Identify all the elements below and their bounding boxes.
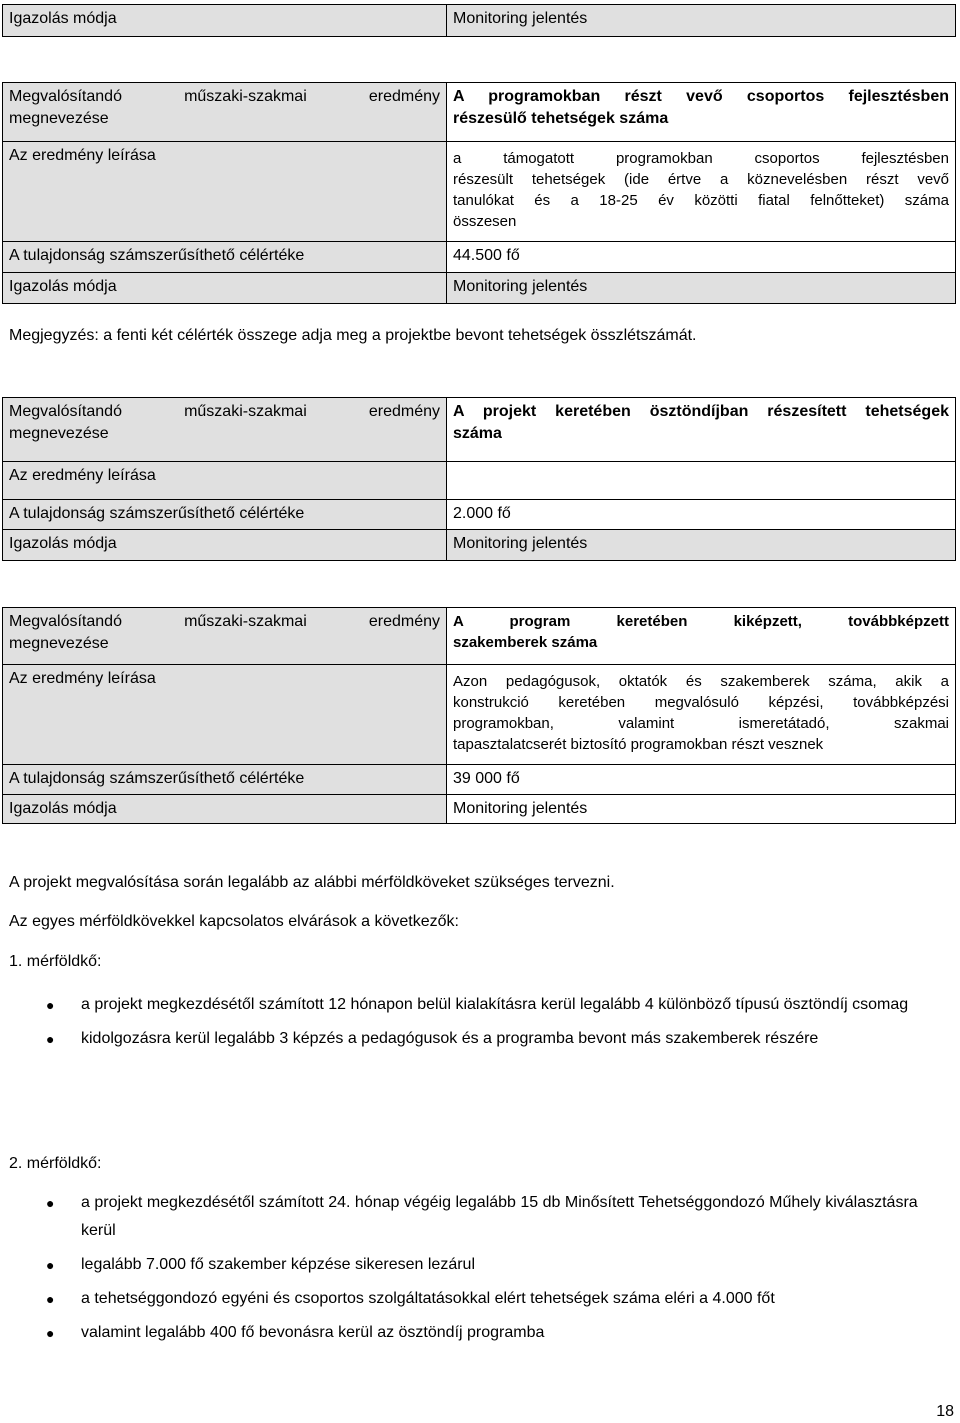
result-description-value: Azon pedagógusok, oktatók és szakemberek száma, akik a konstrukció keretében megvalósuló képzési, továbbképzési programokban, valamint ismeretátadó, szakmai tapasztalatcserét biztosító programokban részt vesznek <box>447 665 956 765</box>
result-description-value <box>447 462 956 500</box>
milestone-1-list <box>0 991 952 1053</box>
result-name-label: Megvalósítandó műszaki-szakmai eredmény megnevezése <box>3 398 447 462</box>
result-description-value: a támogatott programokban csoportos fejlesztésben részesült tehetségek (ide értve a köznevelésben részt vevő tanulókat és a 18-25 év közötti fiatal felnőtteket) száma összesen <box>447 142 956 242</box>
result-description-label: Az eredmény leírása <box>3 142 447 242</box>
target-value-label: A tulajdonság számszerűsíthető célértéke <box>3 242 447 273</box>
target-value-label: A tulajdonság számszerűsíthető célértéke <box>3 500 447 530</box>
indicator-table-1 <box>2 82 956 304</box>
result-description-label: Az eredmény leírása <box>3 462 447 500</box>
verification-value: Monitoring jelentés <box>447 530 956 561</box>
verification-value: Monitoring jelentés <box>447 795 956 824</box>
milestone-2-list <box>0 1189 952 1347</box>
indicator-table-3 <box>2 607 956 824</box>
target-value: 39 000 fő <box>447 765 956 795</box>
bullet-icon: ● <box>46 1325 55 1341</box>
target-value: 2.000 fő <box>447 500 956 530</box>
result-name-value: A program keretében kiképzett, továbbképzett szakemberek száma <box>447 608 956 665</box>
result-name-label: Megvalósítandó műszaki-szakmai eredmény megnevezése <box>3 83 447 142</box>
list-item: ● a tehetséggondozó egyéni és csoportos szolgáltatásokkal elért tehetségek száma eléri a 4.000 főt <box>0 1285 952 1313</box>
result-name-value: A programokban részt vevő csoportos fejlesztésben részesülő tehetségek száma <box>447 83 956 142</box>
verification-value: Monitoring jelentés <box>447 5 956 37</box>
verification-label: Igazolás módja <box>3 273 447 304</box>
target-value-label: A tulajdonság számszerűsíthető célértéke <box>3 765 447 795</box>
milestone-1-heading: 1. mérföldkő: <box>9 953 102 970</box>
list-item: ● kidolgozásra kerül legalább 3 képzés a pedagógusok és a programba bevont más szakemberek részére <box>0 1025 952 1053</box>
note-text: Megjegyzés: a fenti két célérték összege adja meg a projektbe bevont tehetségek összlétszámát. <box>9 327 697 344</box>
verification-label: Igazolás módja <box>3 5 447 37</box>
bullet-icon: ● <box>46 1195 55 1211</box>
list-item: ● valamint legalább 400 fő bevonásra kerül az ösztöndíj programba <box>0 1319 952 1347</box>
bullet-icon: ● <box>46 997 55 1013</box>
target-value: 44.500 fő <box>447 242 956 273</box>
milestones-intro-2: Az egyes mérföldkövekkel kapcsolatos elvárások a következők: <box>9 913 459 930</box>
list-item: ● a projekt megkezdésétől számított 12 hónapon belül kialakításra kerül legalább 4 különböző típusú ösztöndíj csomag <box>0 991 952 1019</box>
bullet-icon: ● <box>46 1257 55 1273</box>
result-name-value: A projekt keretében ösztöndíjban részesített tehetségek száma <box>447 398 956 462</box>
indicator-table-2 <box>2 397 956 561</box>
verification-label: Igazolás módja <box>3 795 447 824</box>
verification-label: Igazolás módja <box>3 530 447 561</box>
verification-value: Monitoring jelentés <box>447 273 956 304</box>
result-name-label: Megvalósítandó műszaki-szakmai eredmény megnevezése <box>3 608 447 665</box>
verification-row-top <box>2 4 956 37</box>
list-item: ● a projekt megkezdésétől számított 24. hónap végéig legalább 15 db Minősített Tehetséggondozó Műhely kiválasztásra kerül <box>0 1189 952 1245</box>
milestones-intro-1: A projekt megvalósítása során legalább az alábbi mérföldköveket szükséges tervezni. <box>9 874 615 891</box>
list-item: ● legalább 7.000 fő szakember képzése sikeresen lezárul <box>0 1251 952 1279</box>
bullet-icon: ● <box>46 1031 55 1047</box>
result-description-label: Az eredmény leírása <box>3 665 447 765</box>
bullet-icon: ● <box>46 1291 55 1307</box>
page-number: 18 <box>936 1403 954 1420</box>
milestone-2-heading: 2. mérföldkő: <box>9 1155 102 1172</box>
